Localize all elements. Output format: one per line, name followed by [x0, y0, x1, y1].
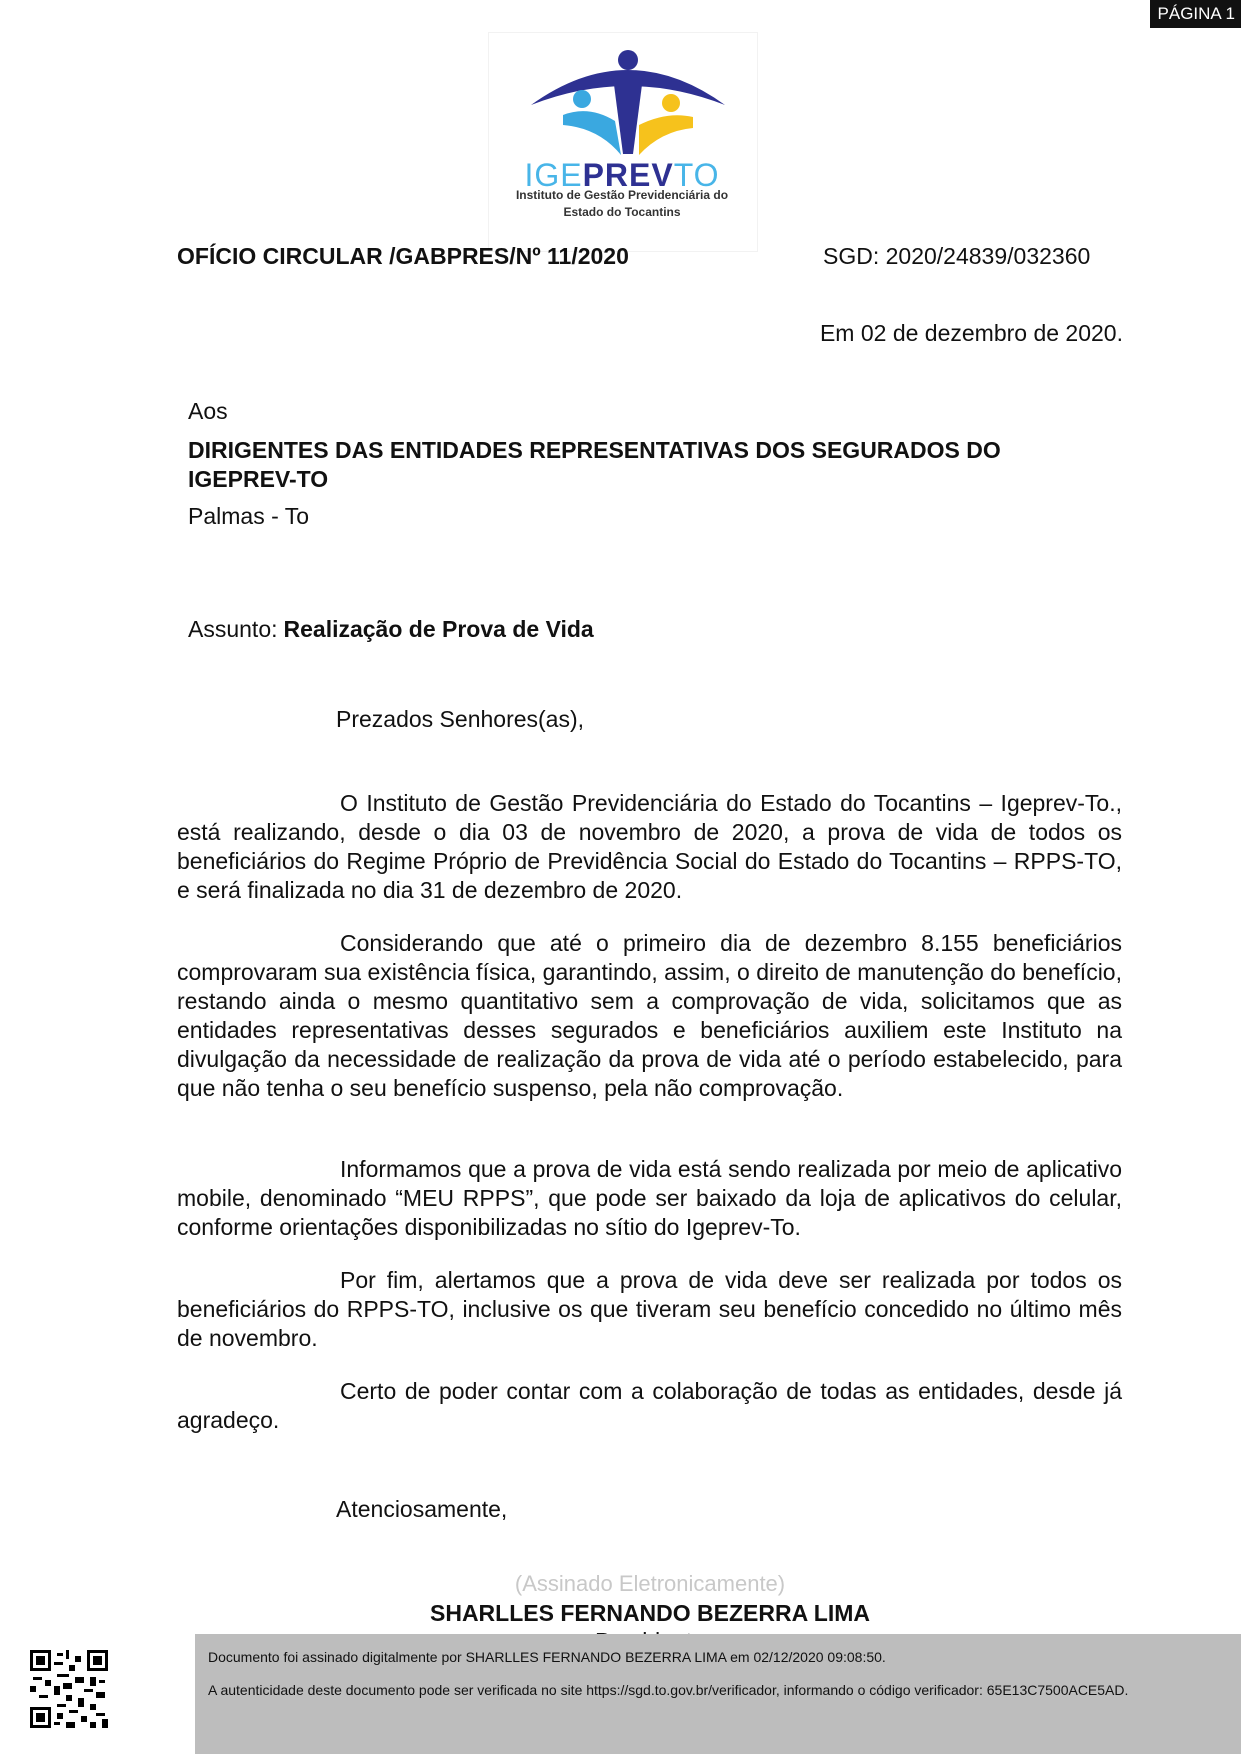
subject-label: Assunto: [188, 616, 278, 642]
signature-footer [195, 1634, 1241, 1754]
body-paragraph-5: Certo de poder contar com a colaboração de todas as entidades, desde já agradeço. [177, 1378, 1122, 1433]
body-paragraph-1: O Instituto de Gestão Previdenciária do Estado do Tocantins – Igeprev-To., está realizando, desde o dia 03 de novembro de 2020, a prova de vida de todos os beneficiários do Regime Próprio de Previdência Social do Estado do Tocantins – RPPS-TO, e será finalizada no dia 31 de dezembro de 2020. [177, 790, 1122, 903]
office-reference: OFÍCIO CIRCULAR /GABPRES/Nº 11/2020 [177, 243, 629, 269]
page-number-label: PÁGINA 1 [1150, 0, 1241, 28]
body-paragraph-4: Por fim, alertamos que a prova de vida deve ser realizada por todos os beneficiários do RPPS-TO, inclusive os que tiveram seu benefício concedido no último mês de novembro. [177, 1267, 1122, 1351]
logo-graphic [489, 33, 757, 251]
logo-subtitle-line1: Instituto de Gestão Previdenciária do [515, 188, 729, 202]
qr-code-graphic [30, 1650, 108, 1728]
igeprev-logo [488, 32, 758, 252]
subject-line [188, 616, 594, 643]
recipient-city: Palmas - To [188, 503, 310, 529]
body-paragraph-3: Informamos que a prova de vida está sendo realizada por meio de aplicativo mobile, denominado “MEU RPPS”, que pode ser baixado da loja de aplicativos do celular, conforme orientações disponibilizadas no sítio do Igeprev-To. [177, 1156, 1122, 1240]
logo-subtitle-line2: Estado do Tocantins [563, 205, 681, 219]
body-paragraph-2: Considerando que até o primeiro dia de dezembro 8.155 beneficiários comprovaram sua existência física, garantindo, assim, o direito de manutenção do benefício, restando ainda o mesmo quantitativo sem a comprovação de vida, solicitamos que as entidades representativas desses segurados e beneficiários auxiliem este Instituto na divulgação da necessidade de realização da prova de vida até o período estabelecido, para que não tenha o seu benefício suspenso, pela não comprovação. [177, 930, 1122, 1101]
logo-name-prev: PREV [582, 157, 674, 193]
verification-qr-code [30, 1650, 108, 1728]
logo-name-ige: IGE [524, 157, 583, 193]
signed-electronically-note: (Assinado Eletronicamente) [514, 1571, 786, 1596]
greeting: Prezados Senhores(as), [336, 706, 585, 732]
closing: Atenciosamente, [336, 1496, 508, 1522]
subject-value: Realização de Prova de Vida [283, 616, 594, 642]
recipient-name: DIRIGENTES DAS ENTIDADES REPRESENTATIVAS DOS SEGURADOS DO IGEPREV-TO [188, 437, 1001, 492]
sgd-number: SGD: 2020/24839/032360 [823, 243, 1091, 269]
logo-name-to: TO [673, 157, 720, 193]
date-line: Em 02 de dezembro de 2020. [819, 320, 1123, 346]
footer-signed-by: Documento foi assinado digitalmente por SHARLLES FERNANDO BEZERRA LIMA em 02/12/2020 09:08:50. [208, 1649, 886, 1665]
signer-name: SHARLLES FERNANDO BEZERRA LIMA [430, 1600, 870, 1626]
footer-verification: A autenticidade deste documento pode ser verificada no site https://sgd.to.gov.br/verificador, informando o código verificador: 65E13C7500ACE5AD. [208, 1682, 1129, 1698]
recipient-to: Aos [188, 398, 228, 424]
